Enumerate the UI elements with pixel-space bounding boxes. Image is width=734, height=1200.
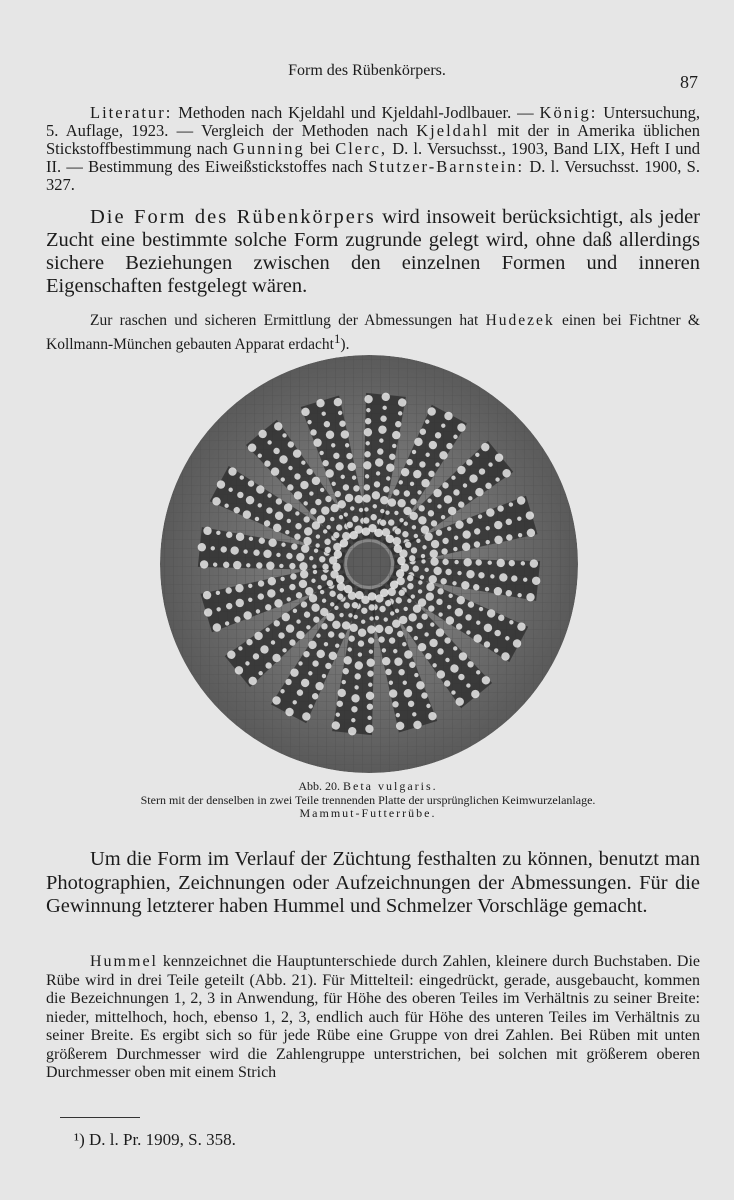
literature-text: Methoden nach Kjeldahl und Kjeldahl-Jodlbauer. — <box>172 103 540 122</box>
hummel-name: Hummel <box>90 953 158 970</box>
figure-description: Stern mit der denselben in zwei Teile trennenden Platte der ursprünglichen Keimwurzelanlage. <box>140 792 596 807</box>
literature-text: mit der in Amerika üblichen Stickstoffbestimmung nach <box>46 121 700 158</box>
apparatus-text: ). <box>340 336 350 354</box>
figure-label: Abb. 20. <box>298 779 340 793</box>
literature-text: D. l. Versuchsst. 1900, S. 327. <box>46 157 700 194</box>
apparatus-author: Hudezek <box>485 312 555 329</box>
apparatus-text: einen bei Fichtner & Kollmann-München gebauten Apparat erdacht <box>46 312 700 354</box>
footnote-divider <box>60 1117 140 1118</box>
literature-text: D. l. Versuchsst., 1903, Band LIX, Heft I und II. — Bestimmung des Eiweißstickstoffes nach <box>46 139 700 176</box>
literature-label: Literatur: <box>90 103 173 122</box>
beet-cross-section-photo <box>160 355 578 773</box>
literature-text: bei <box>304 139 336 158</box>
literature-author: Gunning <box>232 139 305 158</box>
main-paragraph <box>46 848 700 919</box>
literature-author: König: <box>539 103 598 122</box>
page-number: 87 <box>680 72 698 92</box>
running-header: Form des Rübenkörpers. <box>288 62 446 79</box>
main-paragraph-text: Um die Form im Verlauf der Züchtung festhalten zu können, benutzt man Photographien, Zeichnungen oder Aufzeichnungen der Abmessungen. Für die Gewinnung letzterer haben Hummel und Schmelzer Vorschläge gemacht. <box>46 848 700 917</box>
literature-author: Stutzer-Barnstein: <box>368 157 525 176</box>
literature-text: Untersuchung, 5. Auflage, 1923. — Vergleich der Methoden nach <box>46 103 700 140</box>
apparatus-text: Zur raschen und sicheren Ermittlung der Abmessungen hat <box>90 312 486 329</box>
footnote: ¹) D. l. Pr. 1909, S. 358. <box>74 1130 236 1149</box>
figure-caption <box>40 780 696 821</box>
apparatus-paragraph <box>46 312 700 354</box>
hummel-paragraph <box>46 953 700 1083</box>
figure-variety: Mammut-Futterrübe. <box>299 806 437 820</box>
literature-author: Clerc, <box>335 139 388 158</box>
hummel-text: kennzeichnet die Hauptunterschiede durch Zahlen, kleinere durch Buchstaben. Die Rübe wird in drei Teile geteilt (Abb. 21). Für Mittelteil: eingedrückt, gerade, ausgebaucht, kommen die Bezeichnungen 1, 2, 3 in Anwendung, für Höhe des oberen Teiles im Verhältnis zu seiner Breite: nieder, mittelhoch, hoch, ebenso 1, 2, 3, endlich auch für Höhe des unteren Teiles im Verhältnis zu seiner Breite. Es ergibt sich so für jede Rübe eine Gruppe von drei Zahlen. Bei Rüben mit unten größerem Durchmesser wird die Zahlengruppe unterstrichen, bei solchen mit größerem oberen Durchmesser oben mit einem Strich <box>46 953 700 1081</box>
beet-cross-section-image <box>160 355 578 773</box>
intro-emphasis: Die Form des Rübenkörpers <box>90 206 376 228</box>
intro-text: wird insoweit berücksichtigt, als jeder Zucht eine bestimmte solche Form zugrunde gelegt wird, ohne daß allerdings sichere Beziehungen zwischen den einzelnen Formen und inneren Eigenschaften festgelegt wären. <box>46 206 700 297</box>
footnote-ref: 1 <box>333 331 341 346</box>
figure-species: Beta vulgaris. <box>343 779 438 793</box>
intro-paragraph <box>46 206 700 298</box>
literature-block <box>46 104 700 194</box>
literature-author: Kjeldahl <box>416 121 490 140</box>
